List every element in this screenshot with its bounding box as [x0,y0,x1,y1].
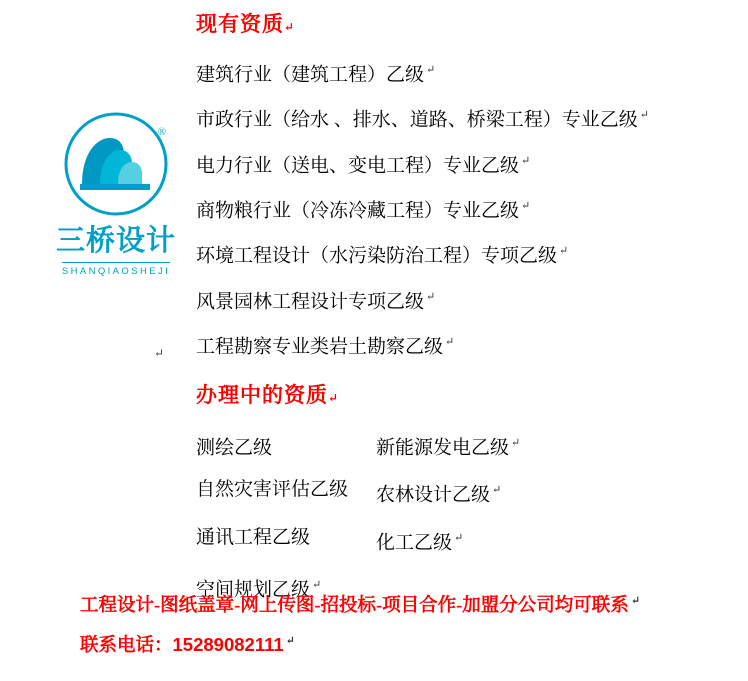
processing-qualifications-heading-text: 办理中的资质 [196,383,328,407]
processing-item-left [196,422,376,469]
paragraph-mark-icon: ↵ [312,578,322,591]
qualification-text: 建筑行业（建筑工程）乙级 [196,64,425,86]
existing-qualifications-heading-text: 现有资质 [196,12,284,36]
paragraph-mark-icon: ↵ [426,64,436,76]
paragraph-mark-icon [272,437,274,449]
paragraph-mark-icon: ↵ [285,634,295,647]
processing-qualifications-heading [196,379,339,409]
table-row [196,517,616,564]
paragraph-mark-icon: ↵ [559,245,569,258]
processing-text: 化工乙级 [376,531,453,553]
footer-services-label: 工程设计-图纸盖章-网上传图-招投标-项目合作-加盟分公司均可联系 [80,596,629,616]
paragraph-mark-icon: ↵ [445,335,455,348]
processing-item-left [196,469,376,516]
processing-text: 通讯工程乙级 [196,526,311,548]
processing-item-right [376,422,606,469]
paragraph-mark-icon: ↵ [154,346,165,360]
phone-number[interactable]: 15289082111 [172,634,284,655]
qualification-text: 环境工程设计（水污染防治工程）专项乙级 [196,245,558,267]
paragraph-mark-icon: ↵ [639,109,649,122]
registered-trademark-icon: ® [157,126,166,138]
qualification-text: 商物粮行业（冷冻冷藏工程）专业乙级 [196,200,520,222]
company-logo [36,110,196,279]
wave-logo-icon [62,110,170,218]
existing-qualifications-list [196,50,736,367]
list-item [196,322,736,367]
processing-text: 农林设计乙级 [376,484,491,506]
paragraph-mark-icon: ↵ [492,484,502,497]
processing-text: 空间规划乙级 [196,579,311,601]
existing-qualifications-heading [196,8,295,38]
paragraph-mark-icon: ↵ [328,391,340,405]
paragraph-mark-icon: ↵ [284,20,296,34]
logo-subtitle: SHANQIAOSHEJI [62,262,170,277]
processing-item-right [376,517,606,564]
processing-text: 新能源发电乙级 [376,437,510,459]
table-row [196,422,616,469]
paragraph-mark-icon: ↵ [521,199,531,212]
logo-title: 三桥设计 [55,225,176,257]
table-row [196,469,616,516]
footer-services-text [80,591,640,617]
processing-qualifications-grid [196,422,616,611]
list-item [196,277,736,322]
paragraph-mark-icon: ↵ [630,594,641,607]
qualification-text: 工程勘察专业类岩土勘察乙级 [196,336,444,358]
qualification-text: 市政行业（给水 、排水、道路、桥梁工程）专业乙级 [196,109,638,131]
paragraph-mark-icon: ↵ [511,437,521,449]
phone-label: 联系电话： [80,636,173,656]
list-item [196,95,736,140]
paragraph-mark-icon: ↵ [521,154,531,167]
paragraph-mark-icon: ↵ [454,531,464,544]
paragraph-mark-icon: ↵ [426,290,436,303]
list-item [196,141,736,186]
list-item [196,186,736,231]
qualification-text: 电力行业（送电、变电工程）专业乙级 [196,154,520,176]
processing-item-left [196,517,376,564]
processing-text: 自然灾害评估乙级 [196,479,349,501]
list-item [196,50,736,95]
qualification-text: 风景园林工程设计专项乙级 [196,290,425,312]
processing-text: 测绘乙级 [196,437,273,459]
footer-phone [80,631,295,657]
list-item [196,231,736,276]
processing-item-right [376,469,606,516]
